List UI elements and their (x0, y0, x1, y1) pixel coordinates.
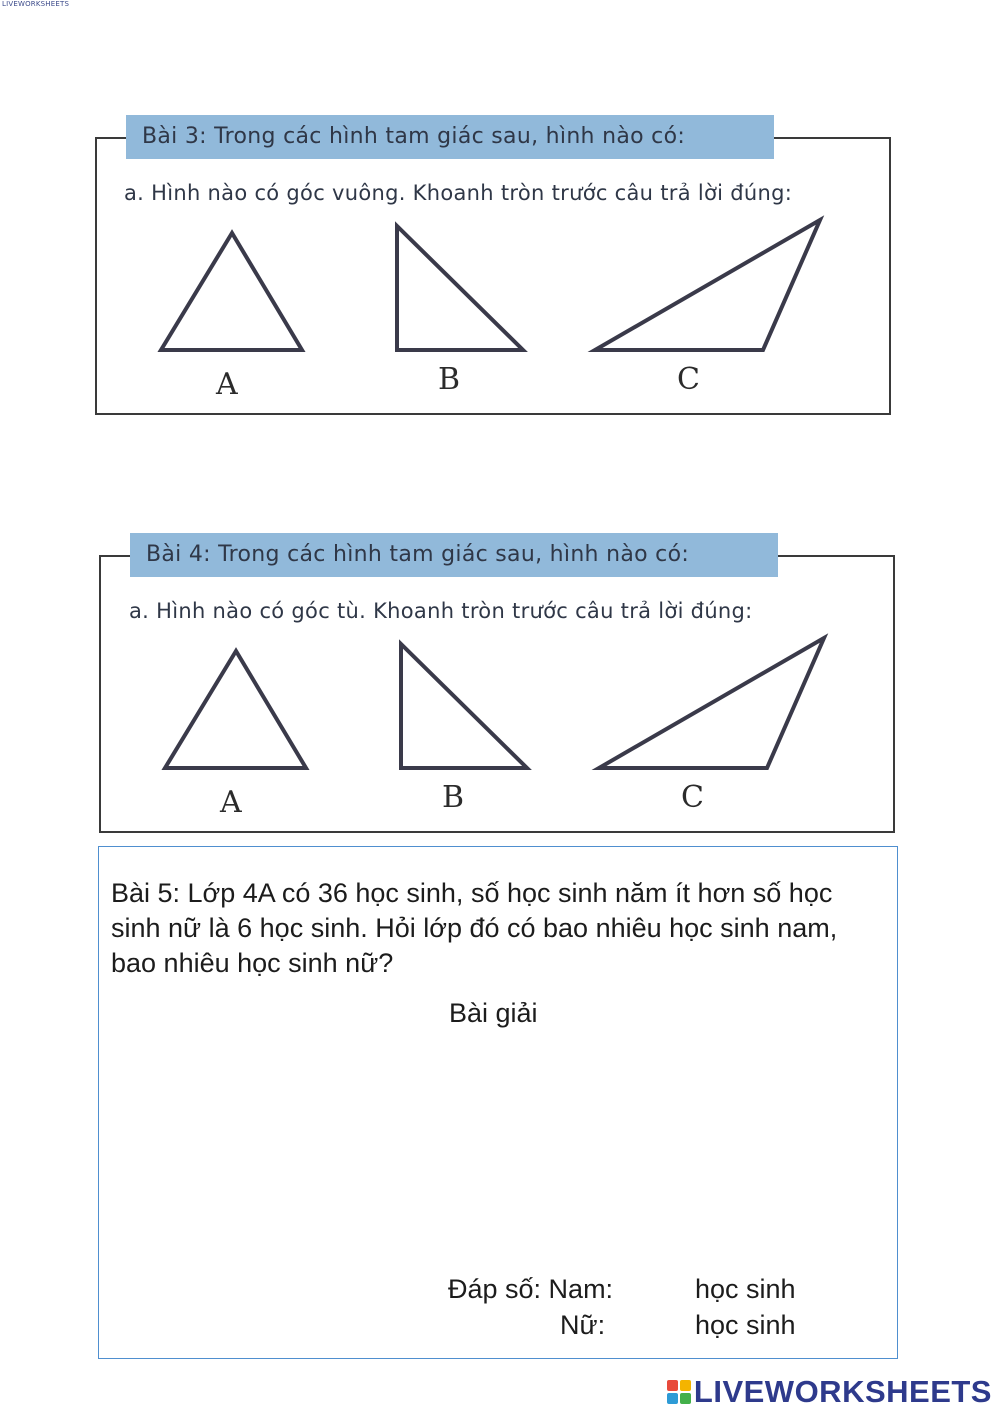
logo-square-green (680, 1393, 691, 1404)
bai3-figures (0, 0, 1000, 420)
bai5-female-input[interactable] (628, 1306, 690, 1342)
bai3-prompt: a. Hình nào có góc vuông. Khoanh tròn trước câu trả lời đúng: (124, 181, 793, 205)
bai4-triangle-b (401, 644, 527, 768)
bai5-answer-label: Đáp số: Nam: (448, 1274, 614, 1304)
bai5-answer-area[interactable] (112, 1040, 882, 1260)
bai5-line3: bao nhiêu học sinh nữ? (111, 948, 394, 978)
bai3-triangle-a (161, 233, 302, 350)
bai4-label-a[interactable]: A (220, 785, 242, 820)
bai5-line1: Bài 5: Lớp 4A có 36 học sinh, số học sinh năm ít hơn số học (111, 878, 833, 908)
bai4-prompt: a. Hình nào có góc tù. Khoanh tròn trước câu trả lời đúng: (129, 599, 753, 623)
bai3-triangle-c (595, 220, 820, 350)
bai5-answer-unit-1: học sinh (695, 1274, 796, 1304)
bai5-answer-female: Nữ: (560, 1310, 606, 1340)
bai4-label-b[interactable]: B (442, 780, 465, 815)
bai3-triangle-b (397, 226, 523, 350)
bai5-answer-unit-2: học sinh (695, 1310, 796, 1340)
liveworksheets-logo-icon (667, 1380, 691, 1404)
bai5-male-input[interactable] (628, 1270, 690, 1306)
bai4-title: Bài 4: Trong các hình tam giác sau, hình nào có: (130, 533, 778, 577)
bai4-triangle-a (165, 651, 306, 768)
bai5-solution-label: Bài giải (449, 998, 538, 1028)
bai4-figures (0, 418, 1000, 838)
bai5-line2: sinh nữ là 6 học sinh. Hỏi lớp đó có bao nhiêu học sinh nam, (111, 913, 838, 943)
liveworksheets-logo (667, 1374, 992, 1410)
watermark-small: LIVEWORKSHEETS (2, 0, 70, 8)
bai3-label-a[interactable]: A (216, 367, 238, 402)
logo-square-blue (667, 1393, 678, 1404)
logo-square-yellow (680, 1380, 691, 1391)
bai4-triangle-c (599, 638, 824, 768)
bai3-title: Bài 3: Trong các hình tam giác sau, hình nào có: (126, 115, 774, 159)
bai3-label-c[interactable]: C (677, 362, 700, 397)
bai3-label-b[interactable]: B (438, 362, 461, 397)
logo-square-red (667, 1380, 678, 1391)
liveworksheets-logo-text: LIVEWORKSHEETS (693, 1374, 992, 1409)
bai4-label-c[interactable]: C (681, 780, 704, 815)
